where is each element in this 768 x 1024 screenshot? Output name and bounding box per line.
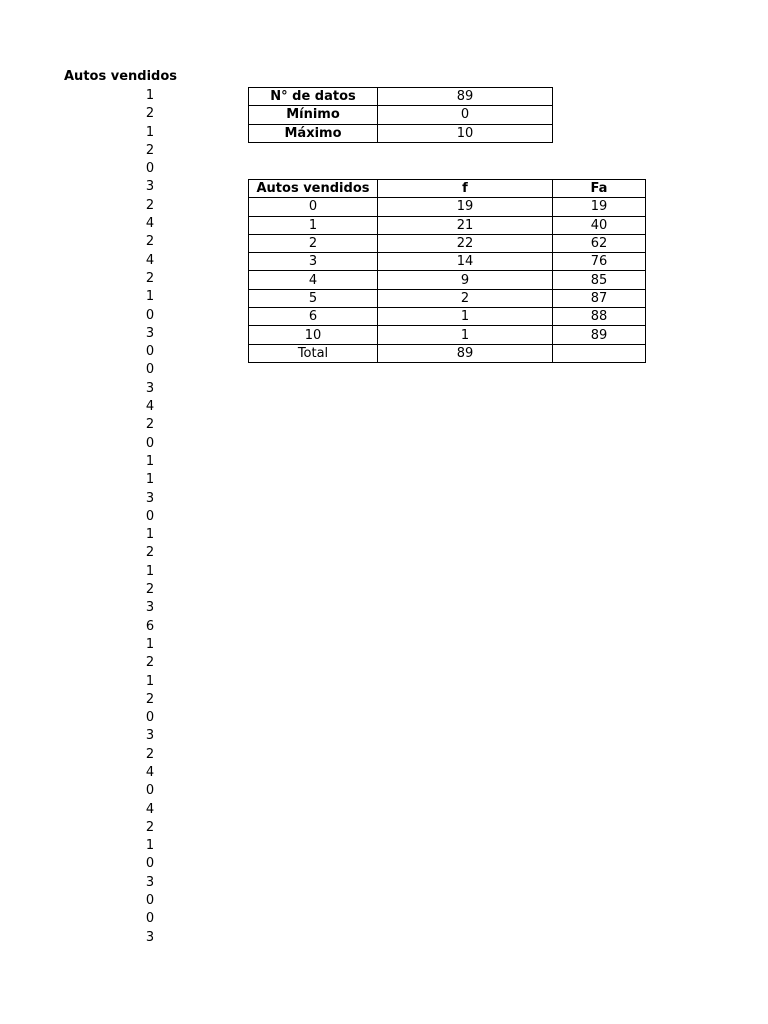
data-value: 2 (145, 270, 155, 286)
summary-row-min (249, 106, 553, 124)
data-value: 1 (145, 838, 155, 854)
raw-data-list (130, 87, 170, 947)
data-value: 0 (145, 893, 155, 909)
data-value: 1 (145, 673, 155, 689)
summary-value: 10 (378, 124, 553, 142)
cell-value: 0 (249, 198, 378, 216)
cell-value: 2 (249, 234, 378, 252)
cell-f: 1 (378, 308, 553, 326)
cell-fa: 89 (553, 326, 646, 344)
data-value: 1 (145, 636, 155, 652)
cell-value: 1 (249, 216, 378, 234)
cell-fa: 19 (553, 198, 646, 216)
data-value: 2 (145, 582, 155, 598)
total-label: Total (249, 344, 378, 362)
data-value: 1 (145, 289, 155, 305)
data-value: 3 (145, 179, 155, 195)
header-f: f (378, 180, 553, 198)
table-row (249, 326, 646, 344)
summary-value: 89 (378, 88, 553, 106)
table-row (249, 271, 646, 289)
data-value: 1 (145, 124, 155, 140)
data-value: 4 (145, 801, 155, 817)
data-value: 4 (145, 399, 155, 415)
data-value: 2 (145, 142, 155, 158)
data-value: 2 (145, 655, 155, 671)
data-value: 1 (145, 472, 155, 488)
data-value: 4 (145, 216, 155, 232)
table-row (249, 308, 646, 326)
cell-value: 5 (249, 289, 378, 307)
summary-label: N° de datos (249, 88, 378, 106)
data-value: 2 (145, 819, 155, 835)
column-title: Autos vendidos (64, 69, 178, 84)
table-row (249, 198, 646, 216)
cell-f: 14 (378, 253, 553, 271)
data-value: 2 (145, 417, 155, 433)
data-value: 2 (145, 545, 155, 561)
data-value: 1 (145, 453, 155, 469)
summary-row-max (249, 124, 553, 142)
data-value: 0 (145, 710, 155, 726)
cell-fa: 76 (553, 253, 646, 271)
frequency-header-row (249, 180, 646, 198)
data-value: 4 (145, 252, 155, 268)
total-f: 89 (378, 344, 553, 362)
data-value: 0 (145, 307, 155, 323)
data-value: 0 (145, 344, 155, 360)
data-value: 3 (145, 929, 155, 945)
data-value: 0 (145, 362, 155, 378)
data-value: 3 (145, 490, 155, 506)
cell-f: 22 (378, 234, 553, 252)
cell-fa: 62 (553, 234, 646, 252)
data-value: 3 (145, 380, 155, 396)
data-value: 3 (145, 728, 155, 744)
data-value: 0 (145, 856, 155, 872)
cell-fa: 85 (553, 271, 646, 289)
table-row (249, 289, 646, 307)
total-row (249, 344, 646, 362)
data-value: 2 (145, 691, 155, 707)
cell-value: 10 (249, 326, 378, 344)
cell-f: 2 (378, 289, 553, 307)
data-value: 3 (145, 600, 155, 616)
data-value: 3 (145, 325, 155, 341)
cell-f: 21 (378, 216, 553, 234)
data-value: 2 (145, 234, 155, 250)
cell-value: 4 (249, 271, 378, 289)
data-value: 6 (145, 618, 155, 634)
data-value: 0 (145, 435, 155, 451)
cell-fa: 87 (553, 289, 646, 307)
cell-fa: 88 (553, 308, 646, 326)
data-value: 2 (145, 197, 155, 213)
table-row (249, 234, 646, 252)
cell-fa: 40 (553, 216, 646, 234)
cell-value: 6 (249, 308, 378, 326)
data-value: 0 (145, 783, 155, 799)
cell-f: 1 (378, 326, 553, 344)
cell-f: 9 (378, 271, 553, 289)
data-value: 1 (145, 88, 155, 103)
total-fa (553, 344, 646, 362)
table-row (249, 253, 646, 271)
header-fa: Fa (553, 180, 646, 198)
summary-row-count (249, 88, 553, 106)
data-value: 1 (145, 563, 155, 579)
data-value: 2 (145, 746, 155, 762)
data-value: 4 (145, 764, 155, 780)
data-value: 3 (145, 874, 155, 890)
summary-label: Mínimo (249, 106, 378, 124)
summary-value: 0 (378, 106, 553, 124)
data-value: 1 (145, 527, 155, 543)
data-value: 0 (145, 508, 155, 524)
data-value: 0 (145, 911, 155, 927)
data-value: 2 (145, 106, 155, 122)
header-autos-vendidos: Autos vendidos (249, 180, 378, 198)
summary-table (248, 87, 553, 143)
table-row (249, 216, 646, 234)
summary-label: Máximo (249, 124, 378, 142)
data-value: 0 (145, 161, 155, 177)
cell-value: 3 (249, 253, 378, 271)
cell-f: 19 (378, 198, 553, 216)
frequency-table (248, 179, 646, 363)
